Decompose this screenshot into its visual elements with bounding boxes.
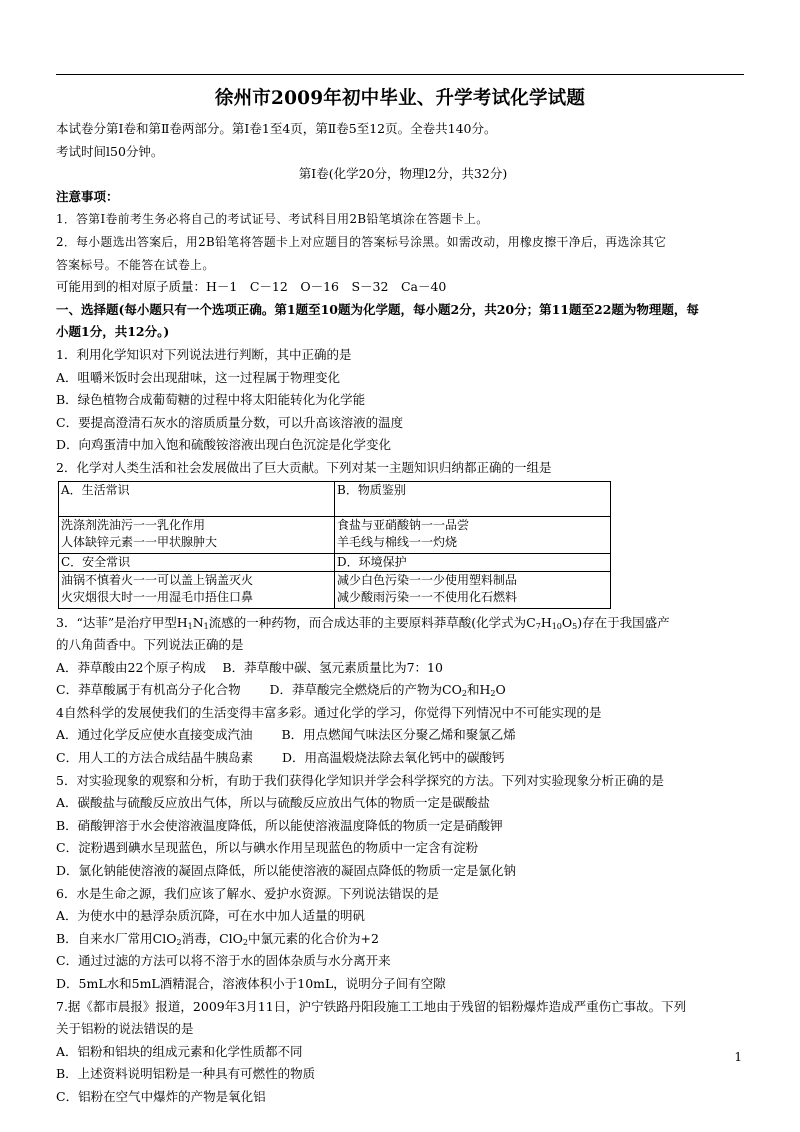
q6-stem: 6．水是生命之源，我们应该了解水、爱护水资源。下列说法错误的是 [56, 885, 439, 901]
section-heading: 第Ⅰ卷(化学20分，物理l2分，共32分) [298, 166, 508, 182]
q3-stem-end: )存在于我国盛产 [577, 614, 670, 630]
notice-heading: 注意事项： [56, 188, 119, 204]
q2-b-line-1: 食盐与亚硝酸钠一一品尝 [337, 517, 470, 532]
intro-line-1: 本试卷分第Ⅰ卷和第Ⅱ卷两部分。第Ⅰ卷1至4页，第Ⅱ卷5至12页。全卷共140分。 [56, 121, 497, 136]
q3-o: O [561, 614, 573, 630]
q5-option-b: B．硝酸钾溶于水会使溶液温度降低，所以能使溶液温度降低的物质一定是硝酸钾 [56, 817, 503, 833]
q2-a-line-1: 洗涤剂洗油污一一乳化作用 [61, 517, 206, 532]
intro-line-2: 考试时间l50分钟。 [56, 143, 164, 159]
q3-options-cd [56, 679, 750, 702]
q2-d-line-2: 减少酸雨污染一一不使用化石燃料 [337, 589, 518, 604]
q6-option-d: D．5mL水和5mL酒精混合，溶液体积小于10mL，说明分子间有空隙 [56, 976, 446, 991]
q2-a-line-2: 人体缺锌元素一一甲状腺肿大 [61, 534, 218, 549]
q2-stem: 2．化学对人类生活和社会发展做出了巨大贡献。下列对某一主题知识归纳都正确的一组是 [56, 459, 552, 475]
q4-options-ab: A．通过化学反应使水直接变成汽油 B．用点燃闻气味法区分聚乙烯和聚氯乙烯 [56, 727, 516, 743]
q5-option-a: A．碳酸盐与硫酸反应放出气体，所以与硫酸反应放出气体的物质一定是碳酸盐 [56, 795, 491, 811]
q3-stem-mid: N [192, 614, 204, 630]
q6-b-sub2: 2 [242, 937, 248, 947]
q2-cell-a-head [59, 481, 335, 516]
q2-knowledge-table [58, 481, 611, 609]
q2-d-line-1: 减少白色污染一一少使用塑料制品 [337, 572, 518, 587]
q3-sub-n1: 1 [203, 621, 209, 631]
q3-stem-cont: 的八角茴香中。下列说法正确的是 [56, 637, 244, 653]
notice-item-1: 1．答第Ⅰ卷前考生务必将自己的考试证号、考试科目用2B铅笔填涂在答题卡上。 [56, 212, 489, 227]
q6-option-c: C．通过过滤的方法可以将不溶于水的固体杂质与水分离开来 [56, 953, 391, 969]
q3-sub-h1: 1 [187, 621, 193, 631]
q3-option-cd-text: C．莽草酸属于有机高分子化合物 D．莽草酸完全燃烧后的产物为CO [56, 682, 462, 698]
q2-cell-c-body [59, 571, 335, 608]
notice-item-2: 2．每小题选出答案后，用2B铅笔将答题卡上对应题目的答案标号涂黑。如需改动，用橡皮擦干净后，再选涂其它 [56, 234, 667, 249]
q7-option-c: C．铝粉在空气中爆炸的产物是氧化铝 [56, 1088, 266, 1104]
q1-option-c: C．要提高澄清石灰水的溶质质量分数，可以升高该溶液的温度 [56, 414, 404, 430]
q6-b-pre: B．自来水厂常用ClO [56, 930, 177, 946]
q6-b-sub1: 2 [176, 937, 182, 947]
q5-stem: 5．对实验现象的观察和分析，有助于我们获得化学知识并学会科学探究的方法。下列对实验现象分析正确的是 [56, 772, 664, 788]
q5-option-d: D．氯化钠能使溶液的凝固点降低，所以能使溶液的凝固点降低的物质一定是氯化钠 [56, 863, 517, 879]
atomic-masses: 可能用到的相对原子质量：H－1 C－12 O－16 S－32 Ca－40 [56, 279, 447, 295]
q3-stem-post: 流感的一种药物，而合成达菲的主要原料莽草酸(化学式为C [208, 614, 536, 630]
q7-option-b: B．上述资料说明铝粉是一种具有可燃性的物质 [56, 1066, 316, 1082]
page-number: 1 [734, 1050, 742, 1064]
q7-option-a: A．铝粉和铝块的组成元素和化学性质都不同 [56, 1043, 303, 1059]
q4-options-cd: C．用人工的方法合成结晶牛胰岛素 D．用高温煅烧法除去氧化钙中的碳酸钙 [56, 750, 505, 766]
q3-sub-2a: 2 [461, 689, 467, 699]
q1-option-d: D．向鸡蛋清中加入饱和硫酸铵溶液出现白色沉淀是化学变化 [56, 437, 392, 453]
q3-sub-o: 5 [572, 621, 578, 631]
part-one-heading-cont: 小题1分，共12分。) [56, 324, 170, 340]
q3-stem [56, 612, 750, 635]
q3-options-ab: A．莽草酸由22个原子构成 B．莽草酸中碳、氢元素质量比为7：10 [56, 659, 443, 675]
q2-cell-b-body [335, 516, 611, 553]
q2-cell-c-head [59, 553, 335, 571]
q2-b-head: B．物质鉴别 [337, 482, 406, 497]
q2-b-line-2: 羊毛线与棉线一一灼烧 [337, 534, 458, 549]
q3-sub-c: 7 [535, 621, 541, 631]
page-title: 徐州市2009年初中毕业、升学考试化学试题 [214, 88, 586, 109]
q3-sub-h: 10 [551, 621, 562, 631]
q3-sub-2b: 2 [490, 689, 496, 699]
q1-stem: 1．利用化学知识对下列说法进行判断，其中正确的是 [56, 346, 352, 362]
q7-stem-cont: 关于铝粉的说法错误的是 [56, 1021, 194, 1037]
q2-c-line-1: 油锅不慎着火一一可以盖上锅盖灭火 [61, 572, 254, 587]
q6-b-mid: 消毒，ClO [181, 930, 243, 946]
q5-option-c: C．淀粉遇到碘水呈现蓝色，所以与碘水作用呈现蓝色的物质中一定含有淀粉 [56, 840, 479, 856]
q2-c-head: C．安全常识 [61, 554, 131, 569]
q1-option-b: B．绿色植物合成葡萄糖的过程中将太阳能转化为化学能 [56, 392, 366, 408]
notice-item-2-cont: 答案标号。不能答在试卷上。 [56, 257, 215, 272]
q2-cell-a-body [59, 516, 335, 553]
q3-stem-pre: 3．“达菲”是治疗甲型H [56, 614, 188, 630]
q3-h: H [540, 614, 552, 630]
exam-content [56, 118, 750, 1109]
q1-option-a: A．咀嚼米饭时会出现甜味，这一过程属于物理变化 [56, 369, 341, 385]
q2-a-head: A．生活常识 [61, 482, 130, 497]
part-one-heading: 一、选择题(每小题只有一个选项正确。第1题至10题为化学题，每小题2分，共20分；第11题至22题为物理题，每 [56, 301, 699, 317]
q3-o-end: O [495, 682, 506, 698]
q6-option-a: A．为使水中的悬浮杂质沉降，可在水中加人适量的明矾 [56, 908, 366, 924]
q2-cell-b-head [335, 481, 611, 516]
q2-cell-d-head [335, 553, 611, 571]
q2-c-line-2: 火灾烟很大时一一用湿毛巾捂住口鼻 [61, 589, 254, 604]
q7-stem: 7.据《都市晨报》报道，2009年3月11日，沪宁铁路丹阳段施工工地由于残留的铝粉爆炸造成严重伤亡事故。下列 [56, 998, 687, 1014]
top-rule [56, 74, 744, 75]
q2-d-head: D．环境保护 [337, 554, 407, 569]
q6-option-b [56, 928, 750, 951]
q6-b-post: 中氯元素的化合价为+2 [248, 930, 379, 946]
q2-cell-d-body [335, 571, 611, 608]
q4-stem: 4自然科学的发展使我们的生活变得丰富多彩。通过化学的学习，你觉得下列情况中不可能实现的是 [56, 704, 602, 720]
q3-and: 和H [466, 682, 491, 698]
